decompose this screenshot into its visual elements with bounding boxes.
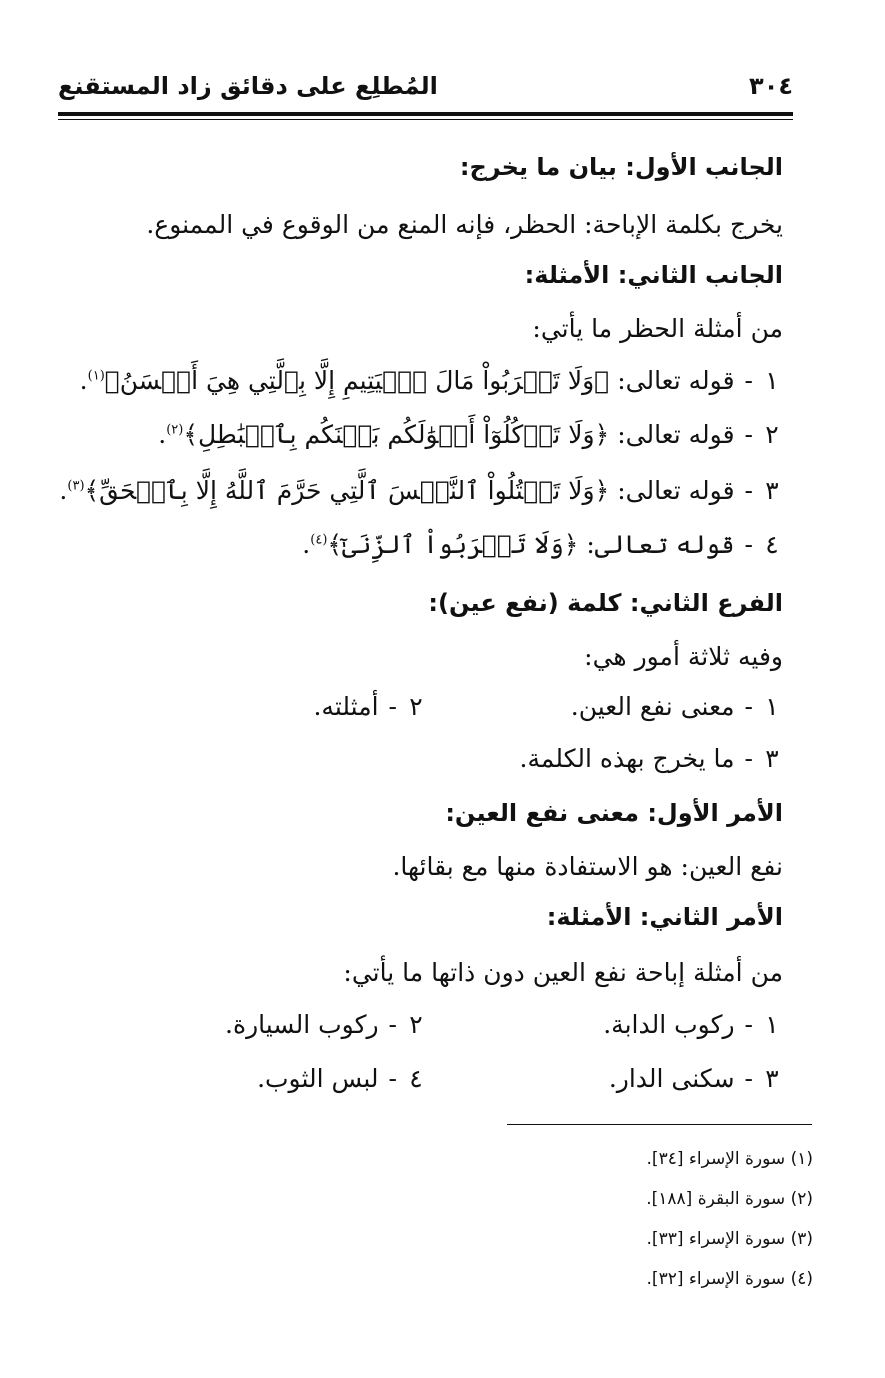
section-heading: الجانب الأول: بيان ما يخرج: xyxy=(459,153,783,181)
item-number: ١ xyxy=(765,366,779,395)
paragraph: من أمثلة الحظر ما يأتي: xyxy=(532,314,783,343)
item-prefix: قوله تعالى: xyxy=(617,366,735,395)
section-heading: الفرع الثاني: كلمة (نفع عين): xyxy=(428,589,783,617)
footnote: (٤) سورة الإسراء [٣٢]. xyxy=(646,1269,813,1289)
list-item: ٤-لبس الثوب. xyxy=(257,1062,427,1096)
item-prefix: قوله تعالى: xyxy=(617,476,735,505)
item-prefix: قوله تعالى: xyxy=(617,420,735,449)
footnote: (٣) سورة الإسراء [٣٣]. xyxy=(646,1229,813,1249)
item-number: ٣ xyxy=(765,476,779,505)
quran-verse: ﴿وَلَا تَقۡتُلُواْ ٱلنَّفۡسَ ٱلَّتِي حَرَّمَ ٱللَّهُ إِلَّا بِٱلۡحَقِّ﴾ xyxy=(84,476,610,505)
list-item: ١-معنى نفع العين. xyxy=(571,690,783,724)
quran-verse: ﴿وَلَا تَأۡكُلُوٓاْ أَمۡوَٰلَكُم بَيۡنَكُم بِٱلۡبَٰطِلِ﴾ xyxy=(183,420,610,449)
header-rule-thin xyxy=(58,119,793,120)
header-rule-thick xyxy=(58,112,793,116)
item-end: . xyxy=(302,530,311,559)
item-text: أمثلته. xyxy=(313,692,379,721)
section-heading: الجانب الثاني: الأمثلة: xyxy=(524,261,783,289)
footnote-separator xyxy=(507,1124,812,1125)
list-item: ١-ركوب الدابة. xyxy=(603,1008,783,1042)
list-item: ١-قوله تعالى: ﴿وَلَا تَقۡرَبُواْ مَالَ ٱلۡيَتِيمِ إِلَّا بِٱلَّتِي هِيَ أَحۡسَنُ﴾$^{(١)}$. xyxy=(80,364,783,398)
paragraph: نفع العين: هو الاستفادة منها مع بقائها. xyxy=(392,852,783,881)
list-item: ٢-ركوب السيارة. xyxy=(225,1008,427,1042)
book-title: المُطلِع على دقائق زاد المستقنع xyxy=(58,72,438,100)
list-item: ٣-سكنى الدار. xyxy=(609,1062,783,1096)
paragraph: وفيه ثلاثة أمور هي: xyxy=(584,642,783,671)
item-number: ٢ xyxy=(409,1010,423,1039)
item-text: ركوب الدابة. xyxy=(603,1010,735,1039)
paragraph: من أمثلة إباحة نفع العين دون ذاتها ما يأتي: xyxy=(343,958,783,987)
item-prefix: قوله تعالى: xyxy=(586,530,735,559)
item-number: ٢ xyxy=(409,692,423,721)
item-number: ٤ xyxy=(765,530,779,559)
list-item: ٢-قوله تعالى: ﴿وَلَا تَأۡكُلُوٓاْ أَمۡوَٰلَكُم بَيۡنَكُم بِٱلۡبَٰطِلِ﴾$^{(٢)}$. xyxy=(158,418,783,452)
footnote-ref: (٢) xyxy=(166,422,184,438)
quran-verse: ﴿وَلَا تَقۡرَبُواْ ٱلزِّنَىٰٓ﴾ xyxy=(327,530,579,559)
item-end: . xyxy=(158,420,167,449)
item-text: لبس الثوب. xyxy=(257,1064,379,1093)
item-number: ١ xyxy=(765,692,779,721)
list-item: ٢-أمثلته. xyxy=(313,690,427,724)
list-item: ٣-قوله تعالى: ﴿وَلَا تَقۡتُلُواْ ٱلنَّفۡسَ ٱلَّتِي حَرَّمَ ٱللَّهُ إِلَّا بِٱلۡحَقِّ﴾$^{(٣)}$. xyxy=(59,474,783,508)
quran-verse: ﴿وَلَا تَقۡرَبُواْ مَالَ ٱلۡيَتِيمِ إِلَّا بِٱلَّتِي هِيَ أَحۡسَنُ﴾ xyxy=(104,366,610,395)
list-item: ٣-ما يخرج بهذه الكلمة. xyxy=(520,742,783,776)
running-header xyxy=(58,68,793,108)
item-text: ركوب السيارة. xyxy=(225,1010,379,1039)
item-number: ٣ xyxy=(765,744,779,773)
item-number: ٣ xyxy=(765,1064,779,1093)
footnote-ref: (١) xyxy=(87,368,105,384)
page-number: ٣٠٤ xyxy=(749,72,793,100)
item-number: ١ xyxy=(765,1010,779,1039)
section-heading: الأمر الأول: معنى نفع العين: xyxy=(445,799,783,827)
paragraph: يخرج بكلمة الإباحة: الحظر، فإنه المنع من الوقوع في الممنوع. xyxy=(146,210,783,239)
footnote: (١) سورة الإسراء [٣٤]. xyxy=(646,1149,813,1169)
section-heading: الأمر الثاني: الأمثلة: xyxy=(546,903,783,931)
item-text: معنى نفع العين. xyxy=(570,692,735,721)
item-end: . xyxy=(79,366,88,395)
item-text: ما يخرج بهذه الكلمة. xyxy=(519,744,735,773)
footnote-ref: (٤) xyxy=(310,532,328,548)
list-item: ٤-قوله تعالى: ﴿وَلَا تَقۡرَبُواْ ٱلزِّنَىٰٓ﴾$^{(٤)}$. xyxy=(302,528,783,562)
item-number: ٤ xyxy=(409,1064,423,1093)
footnote: (٢) سورة البقرة [١٨٨]. xyxy=(646,1189,813,1209)
footnote-ref: (٣) xyxy=(67,478,85,494)
item-end: . xyxy=(59,476,68,505)
item-number: ٢ xyxy=(765,420,779,449)
item-text: سكنى الدار. xyxy=(608,1064,735,1093)
